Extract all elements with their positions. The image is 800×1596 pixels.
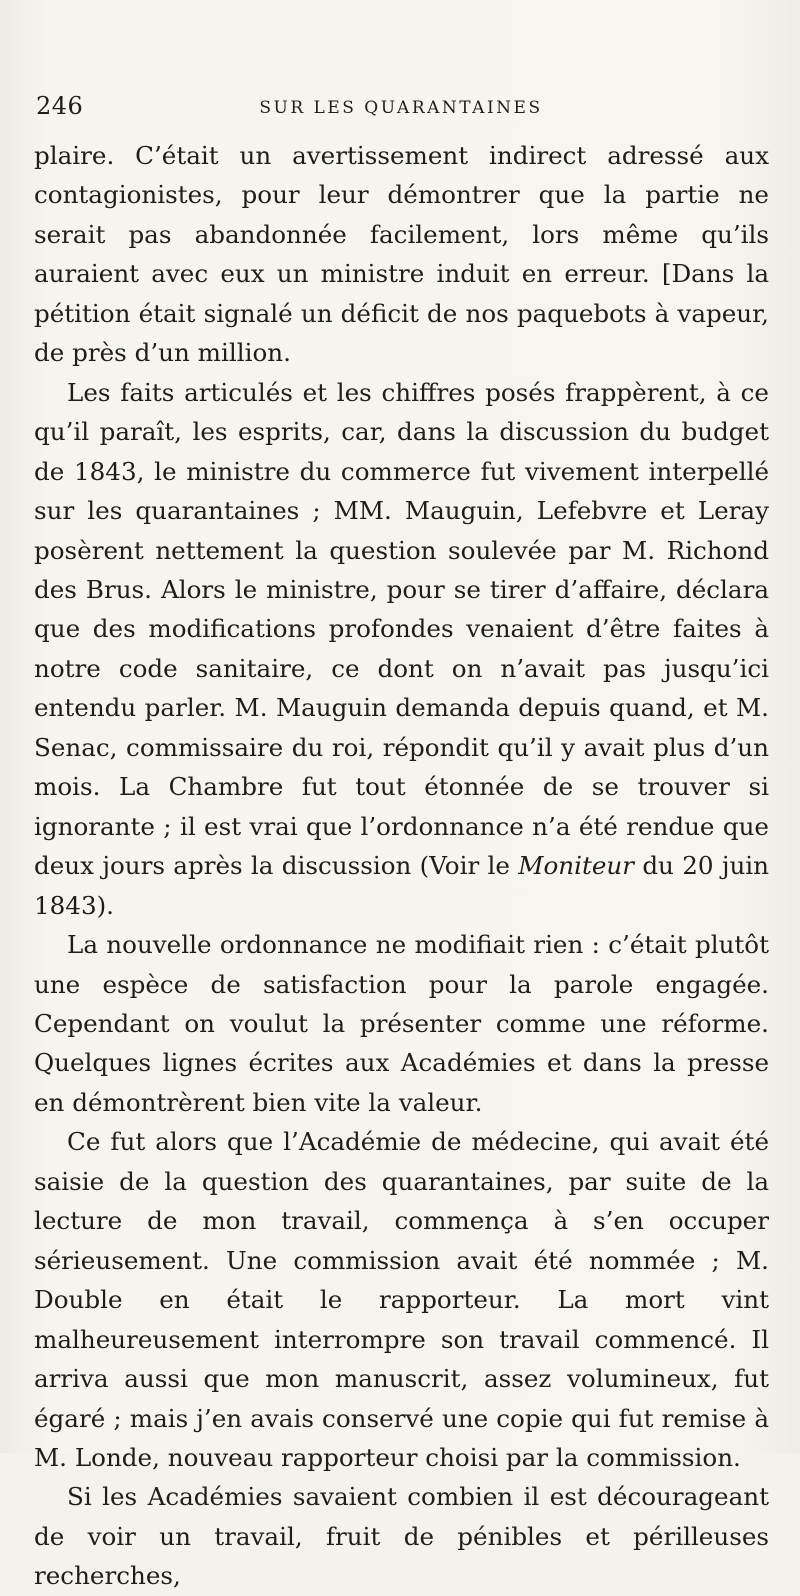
paragraph-5: Si les Académies savaient combien il est décourageant de voir un travail, fruit de pénibles et périlleuses recherches,	[34, 1482, 769, 1591]
paragraph-2-end: du 20 juin 1843).	[34, 851, 769, 920]
paragraph-1: plaire. C’était un avertissement indirect adressé aux contagionistes, pour leur démontrer que la partie ne serait pas abandonnée facilement, lors même qu’ils auraient avec eux un ministre induit en erreur. [Dans la pétition était signalé un déficit de nos paquebots à vapeur, de près d’un million.	[34, 141, 769, 368]
page-number: 246	[36, 92, 84, 120]
moniteur-title: Moniteur	[518, 851, 634, 881]
page-header	[36, 92, 766, 132]
paragraph-2-text: Les faits articulés et les chiffres posés frappèrent, à ce qu’il paraît, les esprits, car, dans la discussion du budget de 1843, le ministre du commerce fut vivement interpellé sur les quarantaines ; MM. Mauguin, Lefebvre et Leray posèrent nettement la question soulevée par M. Richond des Brus. Alors le ministre, pour se tirer d’affaire, déclara que des modifications profondes venaient d’être faites à notre code sanitaire, ce dont on n’avait pas jusqu’ici entendu parler. M. Mauguin demanda depuis quand, et M. Senac, commissaire du roi, répondit qu’il y avait plus d’un mois. La Chambre fut tout étonnée de se trouver si ignorante ; il est vrai que l’ordonnance n’a été rendue que deux jours après la discussion (Voir le	[34, 377, 769, 881]
paragraph-3: La nouvelle ordonnance ne modifiait rien : c’était plutôt une espèce de satisfaction pour la parole engagée. Cependant on voulut la présenter comme une réforme. Quelques lignes écrites aux Académies et dans la presse en démontrèrent bien vite la valeur.	[34, 930, 769, 1117]
paragraph-2	[34, 373, 769, 925]
paragraph-4: Ce fut alors que l’Académie de médecine, qui avait été saisie de la question des quarantaines, par suite de la lecture de mon travail, commença à s’en occuper sérieusement. Une commission avait été nommée ; M. Double en était le rapporteur. La mort vint malheureusement interrompre son travail commencé. Il arriva aussi que mon manuscrit, assez volumineux, fut égaré ; mais j’en avais conservé une copie qui fut remise à M. Londe, nouveau rapporteur choisi par la commission.	[34, 1127, 769, 1472]
running-head: SUR LES QUARANTAINES	[259, 98, 543, 118]
body-text	[34, 136, 769, 1596]
